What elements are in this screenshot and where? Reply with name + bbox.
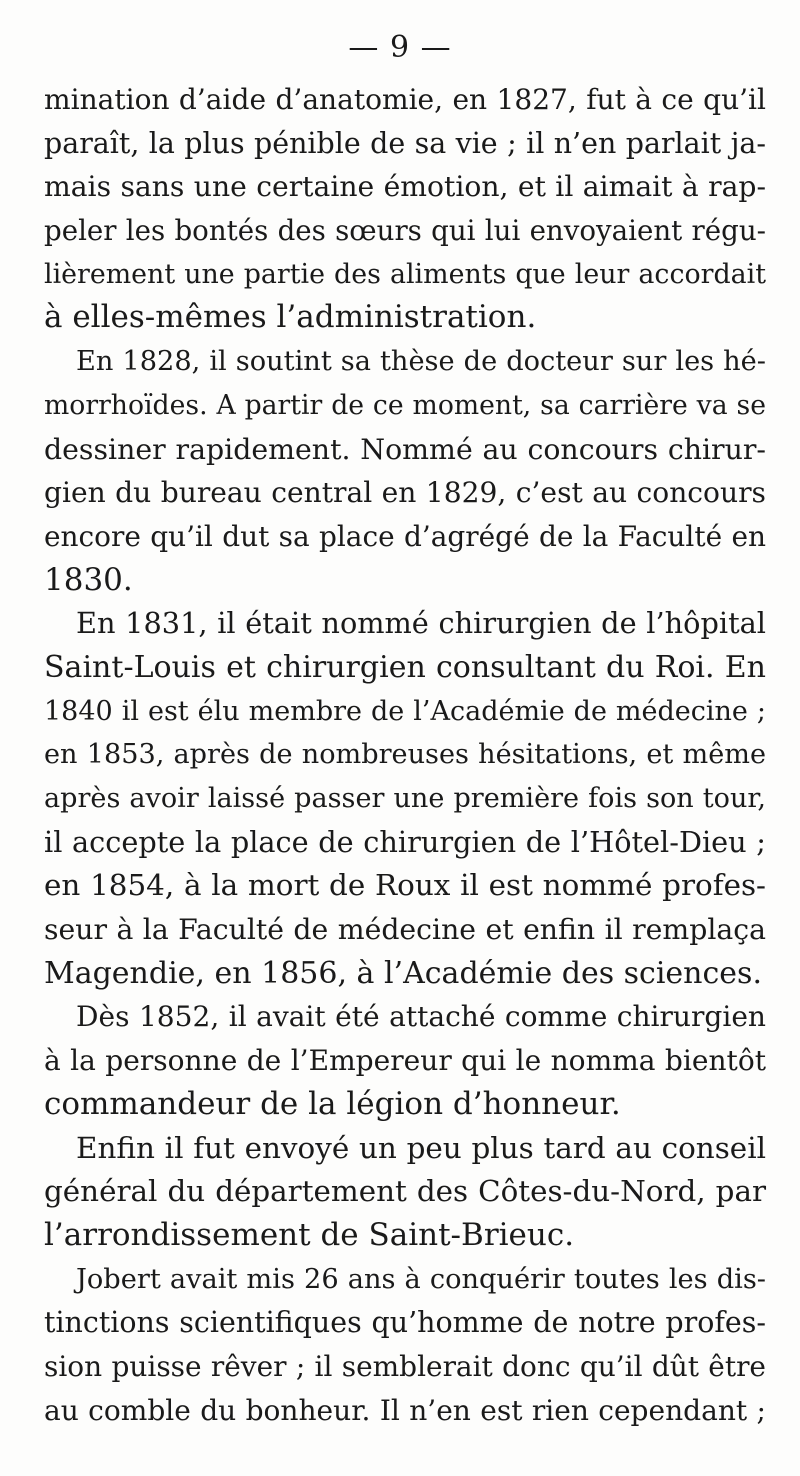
text-line: peler les bontés des sœurs qui lui envoyaient régu- (44, 214, 766, 248)
text-line: 1830. (44, 561, 133, 598)
text-line: à la personne de l’Empereur qui le nomma bientôt (44, 1044, 766, 1078)
text-line: En 1831, il était nommé chirurgien de l’hôpital (76, 606, 766, 641)
text-line: à elles-mêmes l’administration. (44, 299, 537, 336)
text-line: Saint-Louis et chirurgien consultant du Roi. En (44, 649, 766, 685)
text-line: commandeur de la légion d’honneur. (44, 1085, 621, 1122)
text-line: gien du bureau central en 1829, c’est au concours (44, 476, 766, 510)
text-line: Jobert avait mis 26 ans à conquérir toutes les dis- (76, 1263, 766, 1295)
text-line: sion puisse rêver ; il semblerait donc qu’il dût être (44, 1349, 766, 1383)
text-line: général du département des Côtes-du-Nord, par (44, 1174, 766, 1209)
text-line: En 1828, il soutint sa thèse de docteur sur les hé- (76, 346, 766, 378)
body-text (44, 78, 766, 1432)
text-line: l’arrondissement de Saint-Brieuc. (44, 1216, 575, 1253)
text-line: au comble du bonheur. Il n’en est rien cependant ; (44, 1393, 766, 1427)
text-line: Dès 1852, il avait été attaché comme chirurgien (76, 1000, 766, 1034)
text-line: paraît, la plus pénible de sa vie ; il n’en parlait ja- (44, 126, 766, 160)
text-line: 1840 il est élu membre de l’Académie de médecine ; (44, 695, 766, 727)
text-line: encore qu’il dut sa place d’agrégé de la Faculté en (44, 519, 766, 553)
text-line: en 1853, après de nombreuses hésitations, et même (44, 739, 766, 771)
text-line: il accepte la place de chirurgien de l’Hôtel-Dieu ; (44, 824, 766, 859)
text-line: Enfin il fut envoyé un peu plus tard au conseil (76, 1130, 766, 1165)
text-line: Magendie, en 1856, à l’Académie des sciences. (44, 955, 762, 991)
text-line: seur à la Faculté de médecine et enfin il remplaça (44, 913, 766, 947)
text-line: mination d’aide d’anatomie, en 1827, fut à ce qu’il (44, 83, 766, 116)
text-line: après avoir laissé passer une première fois son tour, (44, 783, 766, 814)
text-line: dessiner rapidement. Nommé au concours chirur- (44, 432, 766, 466)
text-line: en 1854, à la mort de Roux il est nommé profes- (44, 868, 766, 903)
text-line: mais sans une certaine émotion, et il aimait à rap- (44, 170, 766, 204)
page-number: — 9 — (348, 30, 452, 65)
text-line: lièrement une partie des aliments que leur accordait (44, 258, 766, 290)
text-line: tinctions scientifiques qu’homme de notre profes- (44, 1306, 766, 1340)
text-line: morrhoïdes. A partir de ce moment, sa carrière va se (44, 389, 766, 421)
